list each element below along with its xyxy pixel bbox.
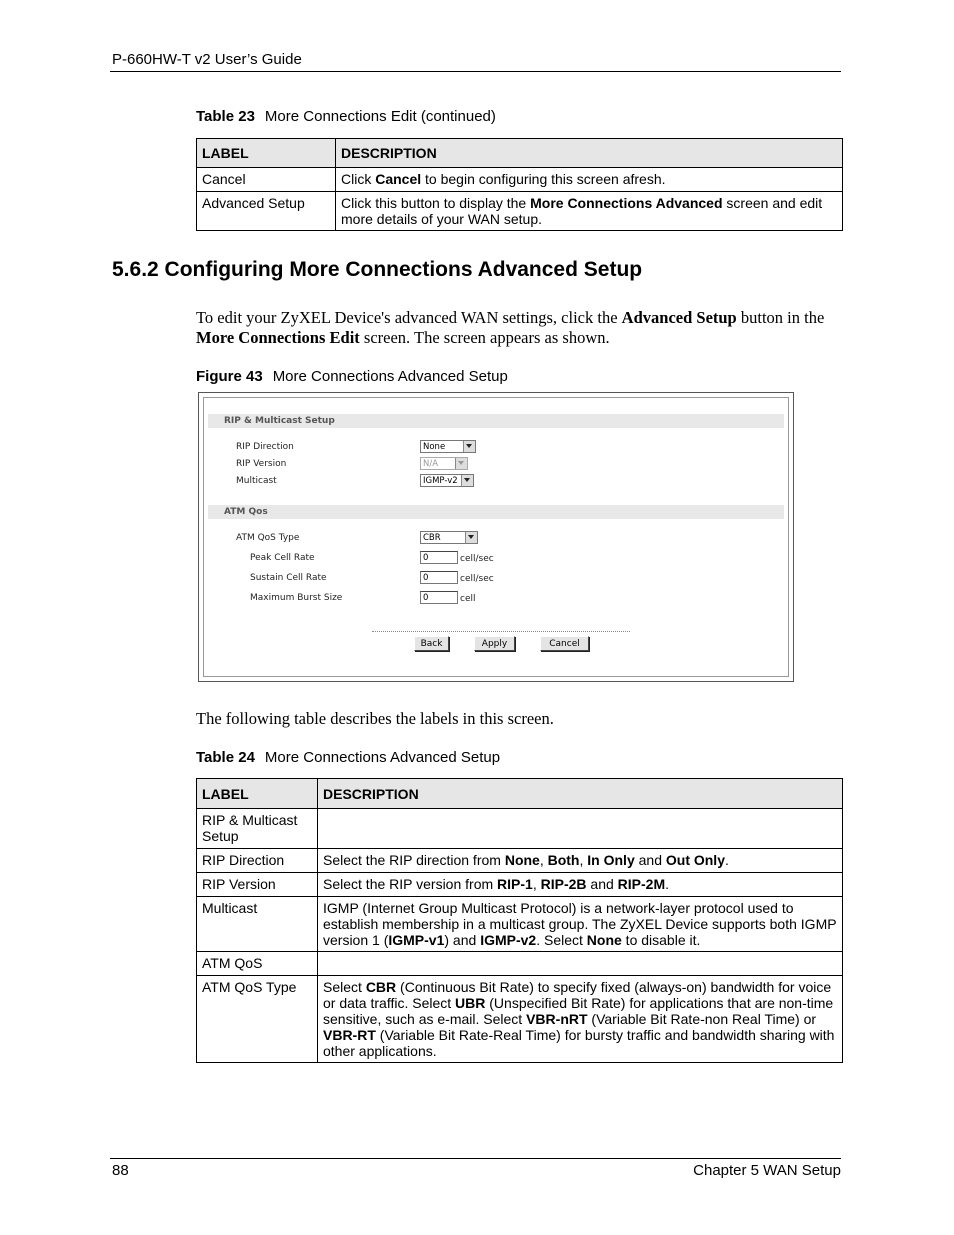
sustain-cell-rate-label: Sustain Cell Rate <box>250 573 327 583</box>
screenshot-panel <box>203 397 789 677</box>
chevron-down-icon <box>465 532 477 543</box>
table-header-row <box>197 779 843 809</box>
row-label: Multicast <box>197 897 318 952</box>
intro-paragraph: To edit your ZyXEL Device's advanced WAN settings, click the Advanced Setup button in the More Connections Edit screen. The screen appears as shown. <box>196 308 825 347</box>
table-row <box>197 809 843 849</box>
table23 <box>196 138 843 231</box>
peak-cell-rate-unit: cell/sec <box>460 554 494 564</box>
atm-qos-section-band: ATM Qos <box>208 505 784 519</box>
table-row <box>197 873 843 897</box>
table-row <box>197 976 843 1063</box>
maximum-burst-size-unit: cell <box>460 594 476 604</box>
sustain-cell-rate-unit: cell/sec <box>460 574 494 584</box>
row-label: Advanced Setup <box>197 192 336 231</box>
table23-caption <box>196 108 496 125</box>
header-description: DESCRIPTION <box>318 779 843 809</box>
chevron-down-icon <box>463 441 475 452</box>
row-description: Select CBR (Continuous Bit Rate) to specify fixed (always-on) bandwidth for voice or data traffic. Select UBR (Unspecified Bit Rate) for applications that are non-time sensitive, such as e-mail. Select VBR-nRT (Variable Bit Rate-non Real Time) or VBR-RT (Variable Bit Rate-Real Time) for bursty traffic and bandwidth sharing with other applications. <box>318 976 843 1063</box>
figure43-caption-text: More Connections Advanced Setup <box>272 368 508 385</box>
chevron-down-icon <box>455 458 467 469</box>
row-label: RIP Version <box>197 873 318 897</box>
back-button[interactable]: Back <box>414 636 449 651</box>
table-row <box>197 952 843 976</box>
row-label: RIP Direction <box>197 849 318 873</box>
peak-cell-rate-input[interactable]: 0 <box>420 551 458 564</box>
rip-multicast-section-band: RIP & Multicast Setup <box>208 414 784 428</box>
table23-caption-text: More Connections Edit (continued) <box>264 108 496 125</box>
header-rule <box>110 71 841 72</box>
table-row <box>197 192 843 231</box>
sustain-cell-rate-input[interactable]: 0 <box>420 571 458 584</box>
figure43-caption-num: Figure 43 <box>196 368 263 385</box>
row-description: IGMP (Internet Group Multicast Protocol) is a network-layer protocol used to establish membership in a multicast group. The ZyXEL Device supports both IGMP version 1 (IGMP-v1) and IGMP-v2. Select None to disable it. <box>318 897 843 952</box>
row-description: Click Cancel to begin configuring this screen afresh. <box>336 168 843 192</box>
row-label: ATM QoS Type <box>197 976 318 1063</box>
header-label: LABEL <box>197 779 318 809</box>
multicast-select[interactable]: IGMP-v2 <box>420 474 474 487</box>
table-row <box>197 897 843 952</box>
row-description: Select the RIP version from RIP-1, RIP-2B and RIP-2M. <box>318 873 843 897</box>
rip-version-select[interactable]: N/A <box>420 457 468 470</box>
table24-caption <box>196 749 500 766</box>
table24 <box>196 778 843 1063</box>
row-description: Select the RIP direction from None, Both, In Only and Out Only. <box>318 849 843 873</box>
table24-caption-text: More Connections Advanced Setup <box>264 749 501 766</box>
running-header: P-660HW-T v2 User’s Guide <box>112 51 302 68</box>
table-row <box>197 849 843 873</box>
peak-cell-rate-label: Peak Cell Rate <box>250 553 315 563</box>
row-description: Click this button to display the More Connections Advanced screen and edit more details of your WAN setup. <box>336 192 843 231</box>
row-label: RIP & Multicast Setup <box>197 809 318 849</box>
maximum-burst-size-input[interactable]: 0 <box>420 591 458 604</box>
row-description <box>318 952 843 976</box>
table-header-row <box>197 139 843 168</box>
figure43-caption <box>196 368 508 385</box>
table23-caption-num: Table 23 <box>196 108 255 125</box>
table24-caption-num: Table 24 <box>196 749 255 766</box>
screenshot-figure <box>198 392 794 682</box>
row-label: ATM QoS <box>197 952 318 976</box>
section-heading: 5.6.2 Configuring More Connections Advanced Setup <box>112 258 643 281</box>
row-label: Cancel <box>197 168 336 192</box>
chapter-footer: Chapter 5 WAN Setup <box>693 1162 841 1179</box>
maximum-burst-size-label: Maximum Burst Size <box>250 593 343 603</box>
row-description <box>318 809 843 849</box>
page-number: 88 <box>112 1162 129 1179</box>
table-row <box>197 168 843 192</box>
header-label: LABEL <box>197 139 336 168</box>
cancel-button[interactable]: Cancel <box>540 636 589 651</box>
rip-version-label: RIP Version <box>236 459 287 469</box>
following-text: The following table describes the labels in this screen. <box>196 709 554 728</box>
atm-qos-type-label: ATM QoS Type <box>236 533 300 543</box>
multicast-label: Multicast <box>236 476 277 486</box>
button-divider <box>372 631 630 632</box>
rip-direction-label: RIP Direction <box>236 442 294 452</box>
footer-rule <box>110 1158 841 1159</box>
rip-direction-select[interactable]: None <box>420 440 476 453</box>
chevron-down-icon <box>461 475 473 486</box>
atm-qos-type-select[interactable]: CBR <box>420 531 478 544</box>
header-description: DESCRIPTION <box>336 139 843 168</box>
apply-button[interactable]: Apply <box>474 636 515 651</box>
